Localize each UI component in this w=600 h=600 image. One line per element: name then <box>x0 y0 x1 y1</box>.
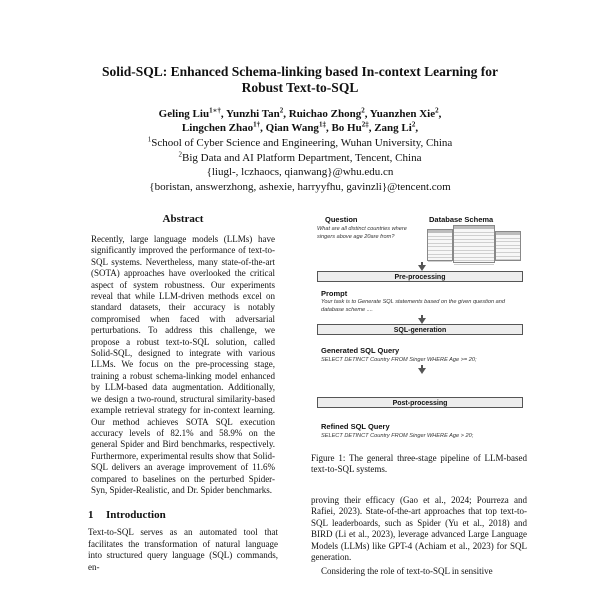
author-mark: 2‡ <box>361 120 369 129</box>
schema-table <box>427 229 453 261</box>
section-heading <box>88 509 278 521</box>
author-mark: 1† <box>253 120 261 129</box>
prompt-text: Your task is to Generate SQL statements based on the given question and database scheme .... <box>321 299 505 313</box>
author-sep: , <box>283 108 289 120</box>
affiliation-text: School of Cyber Science and Engineering, Wuhan University, China <box>151 137 453 149</box>
title-line-1: Solid-SQL: Enhanced Schema-linking based In-context Learning for <box>101 64 499 79</box>
author-name: Ruichao Zhong <box>288 108 362 120</box>
right-paragraph-1: proving their efficacy (Gao et al., 2024; Pourreza and Rafiei, 2023). State-of-the-art approaches that top text-to-SQL leaderboards, such as Spider (Yu et al., 2018) and BIRD (Li et al., 2023), leverage advanced Large Language Models (LLMs) like GPT-4 (Achiam et al., 2023) for SQL generation. <box>311 495 527 563</box>
author-name: Geling Liu <box>158 108 210 120</box>
abstract-heading: Abstract <box>162 213 204 225</box>
affiliation-mark: 1 <box>147 135 152 144</box>
stage-sql-generation: SQL-generation <box>317 324 523 335</box>
left-column <box>88 213 278 573</box>
author-sep: , <box>368 122 375 134</box>
author-name: Qian Wang <box>265 122 319 134</box>
stage-post-processing: Post-processing <box>317 397 523 408</box>
author-name: Zang Li <box>374 122 412 134</box>
author-sep: , <box>260 122 266 134</box>
author-mark: 2 <box>411 120 416 129</box>
author-sep: , <box>325 122 332 134</box>
generated-sql-text: SELECT DETINCT Country FROM Singer WHERE Age >= 20; <box>321 357 477 363</box>
affiliation-2 <box>40 151 560 166</box>
figure-caption: Figure 1: The general three-stage pipeline of LLM-based text-to-SQL systems. <box>311 453 527 475</box>
author-sep: , <box>220 108 227 120</box>
right-column-text <box>311 495 527 578</box>
affiliation-text: Big Data and AI Platform Department, Tencent, China <box>182 151 422 164</box>
author-name: Bo Hu <box>331 122 362 134</box>
author-mark: 2 <box>361 106 365 115</box>
abstract-text: Recently, large language models (LLMs) have significantly improved the performance of text-to-SQL systems. Nevertheless, many state-of-the-art (SOTA) approaches have overlooked the critical aspect of system robustness. Our experiments reveal that while LLM-driven methods excel on standard datasets, their accuracy is notably compromised when faced with adversarial perturbations. To address this challenge, we propose a robust text-to-SQL solution, called Solid-SQL, designed to integrate with various LLMs. We focus on the pre-processing stage, training a robust schema-linking model enhanced by LLM-based data augmentation. Additionally, we design a two-round, structural similarity-based example retrieval strategy for in-context learning. Our method achieves SOTA SQL execution accuracy levels of 82.1% and 58.9% on the general Spider and Bird benchmarks, respectively. Furthermore, experimental results show that Solid-SQL delivers an average improvement of 11.6% compared to baselines on the perturbed Spider-Syn, Spider-Realistic, and Dr. Spider benchmarks. <box>91 234 275 495</box>
author-mark: 2 <box>279 106 284 115</box>
author-name: Lingchen Zhao <box>181 122 254 134</box>
refined-sql-text: SELECT DETINCT Country FROM Singer WHERE Age > 20; <box>321 433 474 439</box>
title-line-2: Robust Text-to-SQL <box>241 80 359 95</box>
refined-sql-label: Refined SQL Query <box>321 422 390 431</box>
schema-label: Database Schema <box>429 215 494 224</box>
author-sep: , <box>415 122 419 134</box>
schema-table <box>453 225 495 263</box>
generated-sql-label: Generated SQL Query <box>321 346 400 355</box>
author-sep: , <box>364 108 370 120</box>
affiliations <box>40 136 560 194</box>
stage-preprocessing: Pre-processing <box>317 271 523 282</box>
affiliation-1 <box>40 136 560 151</box>
author-line-2 <box>40 121 560 135</box>
author-name: Yuanzhen Xie <box>369 108 436 120</box>
author-sep: , <box>438 108 442 120</box>
question-text: What are all distinct countries where singers above age 20are from? <box>317 226 407 240</box>
author-mark: 2 <box>435 106 439 115</box>
prompt-label: Prompt <box>321 289 348 298</box>
right-column <box>311 215 527 476</box>
schema-table <box>495 231 521 261</box>
author-mark: 1‡ <box>318 120 326 129</box>
intro-text: Text-to-SQL serves as an automated tool that facilitates the transformation of natural language into structured query language (SQL) commands, en- <box>88 527 278 572</box>
author-list <box>40 107 560 135</box>
pipeline-figure <box>311 215 527 447</box>
section-title: Introduction <box>106 509 166 522</box>
email-line-2: {boristan, answerzhong, ashexie, harryyfhu, gavinzli}@tencent.com <box>149 180 451 193</box>
section-number: 1 <box>88 509 94 522</box>
author-mark: 1∗† <box>209 106 221 115</box>
database-schema-icon <box>427 225 521 263</box>
author-line-1 <box>40 107 560 121</box>
question-label: Question <box>325 215 358 224</box>
down-arrow-icon <box>418 368 426 374</box>
affiliation-mark: 2 <box>178 149 183 158</box>
paper-title <box>40 64 560 96</box>
email-line-1: {liugl-, lczhaocs, qianwang}@whu.edu.cn <box>206 166 394 178</box>
author-name: Yunzhi Tan <box>226 108 280 120</box>
right-paragraph-2: Considering the role of text-to-SQL in sensitive <box>321 566 493 577</box>
